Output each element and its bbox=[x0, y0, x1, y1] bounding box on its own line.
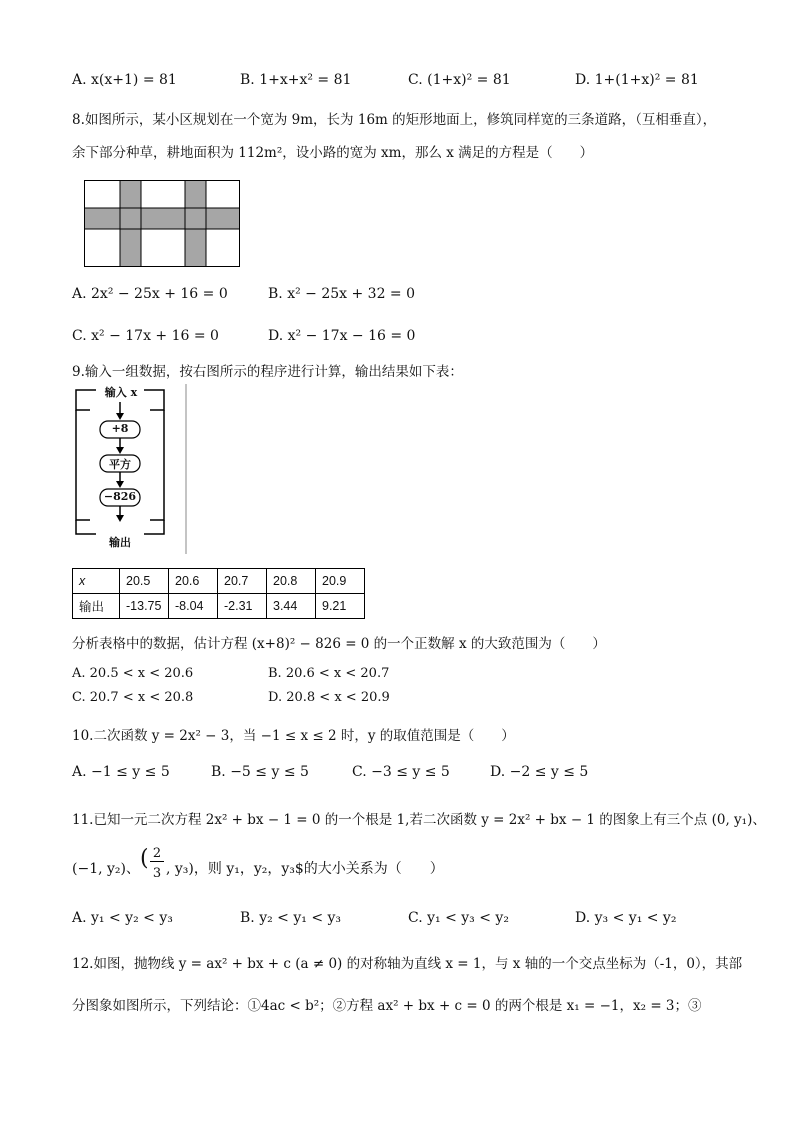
table-row bbox=[73, 594, 365, 619]
road-plan-figure bbox=[84, 180, 240, 267]
q11-fraction-numerator: 2 bbox=[150, 846, 164, 862]
table-cell: -2.31 bbox=[218, 594, 267, 619]
q11-point-b: (−1, y₂)、 bbox=[72, 861, 140, 877]
table-cell: -13.75 bbox=[120, 594, 169, 619]
q8-option-d: D. x² − 17x − 16 = 0 bbox=[268, 328, 416, 344]
q9-option-d: D. 20.8 < x < 20.9 bbox=[268, 690, 390, 705]
q10-option-c: C. −3 ≤ y ≤ 5 bbox=[352, 764, 450, 780]
q7-option-c: C. (1+x)² = 81 bbox=[408, 72, 511, 88]
q7-option-a: A. x(x+1) = 81 bbox=[72, 72, 177, 88]
table-cell: 20.7 bbox=[218, 569, 267, 594]
flow-input-label: 输入 x bbox=[104, 386, 138, 399]
flow-step-square: 平方 bbox=[109, 458, 131, 471]
q9-option-b: B. 20.6 < x < 20.7 bbox=[268, 666, 390, 681]
table-cell: 3.44 bbox=[267, 594, 316, 619]
q7-option-b: B. 1+x+x² = 81 bbox=[240, 72, 352, 88]
q11-option-a: A. y₁ < y₂ < y₃ bbox=[72, 910, 173, 926]
table-header-output: 输出 bbox=[73, 594, 120, 619]
q8-option-a: A. 2x² − 25x + 16 = 0 bbox=[72, 286, 228, 302]
q10-option-a: A. −1 ≤ y ≤ 5 bbox=[72, 764, 170, 780]
road-horizontal bbox=[85, 208, 240, 229]
q9-text-line1: 9.输入一组数据，按右图所示的程序进行计算，输出结果如下表： bbox=[72, 364, 463, 380]
q7-option-d: D. 1+(1+x)² = 81 bbox=[575, 72, 699, 88]
q8-text-line1: 8.如图所示，某小区规划在一个宽为 9m，长为 16m 的矩形地面上，修筑同样宽的三条道路，（互相垂直）， bbox=[72, 112, 717, 128]
flow-step-add8: +8 bbox=[111, 422, 129, 435]
table-header-x: x bbox=[73, 569, 120, 594]
table-cell: 9.21 bbox=[316, 594, 365, 619]
q8-option-b: B. x² − 25x + 32 = 0 bbox=[268, 286, 416, 302]
table-row bbox=[73, 569, 365, 594]
q10-option-b: B. −5 ≤ y ≤ 5 bbox=[211, 764, 309, 780]
q12-text-line2: 分图象如图所示，下列结论：①4ac < b²；②方程 ax² + bx + c = 0 的两个根是 x₁ = −1，x₂ = 3；③ bbox=[72, 998, 702, 1014]
q10-option-d: D. −2 ≤ y ≤ 5 bbox=[490, 764, 589, 780]
q11-fraction-denominator: 3 bbox=[152, 866, 162, 881]
q11-text-line2: , y₃)，则 y₁，y₂，y₃$的大小关系为（ ） bbox=[166, 861, 444, 877]
q9-text-line2: 分析表格中的数据，估计方程 (x+8)² − 826 = 0 的一个正数解 x 的大致范围为（ ） bbox=[72, 636, 606, 652]
table-cell: 20.8 bbox=[267, 569, 316, 594]
program-flowchart bbox=[66, 384, 188, 554]
q8-text-line2: 余下部分种草，耕地面积为 112m²，设小路的宽为 xm，那么 x 满足的方程是（ ） bbox=[72, 145, 594, 161]
q11-paren-open: ( bbox=[140, 846, 149, 871]
flow-output-label: 输出 bbox=[109, 536, 131, 549]
q11-option-b: B. y₂ < y₁ < y₃ bbox=[240, 910, 342, 926]
q12-text-line1: 12.如图，抛物线 y = ax² + bx + c (a ≠ 0) 的对称轴为直线 x = 1，与 x 轴的一个交点坐标为（-1，0），其部 bbox=[72, 956, 743, 972]
table-cell: 20.9 bbox=[316, 569, 365, 594]
q11-text-line1: 11.已知一元二次方程 2x² + bx − 1 = 0 的一个根是 1,若二次函数 y = 2x² + bx − 1 的图象上有三个点 (0, y₁)、 bbox=[72, 812, 766, 828]
q9-option-c: C. 20.7 < x < 20.8 bbox=[72, 690, 194, 705]
q9-data-table bbox=[72, 568, 365, 619]
table-cell: -8.04 bbox=[169, 594, 218, 619]
q11-option-d: D. y₃ < y₁ < y₂ bbox=[575, 910, 677, 926]
q8-option-c: C. x² − 17x + 16 = 0 bbox=[72, 328, 219, 344]
flow-step-sub826: −826 bbox=[103, 490, 137, 503]
table-cell: 20.5 bbox=[120, 569, 169, 594]
table-cell: 20.6 bbox=[169, 569, 218, 594]
q11-option-c: C. y₁ < y₃ < y₂ bbox=[408, 910, 509, 926]
q10-text-line1: 10.二次函数 y = 2x² − 3，当 −1 ≤ x ≤ 2 时，y 的取值范围是（ ） bbox=[72, 728, 515, 744]
q9-option-a: A. 20.5 < x < 20.6 bbox=[72, 666, 194, 681]
